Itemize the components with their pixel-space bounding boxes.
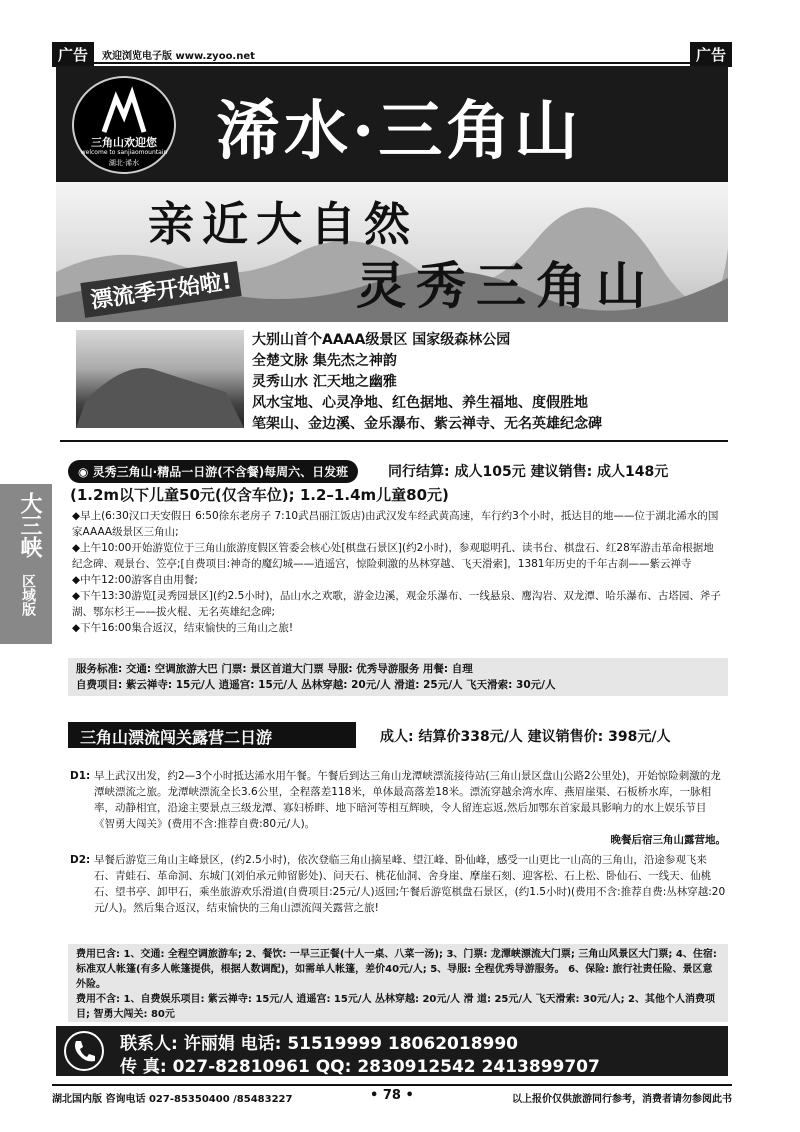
- top-bar: [52, 42, 732, 64]
- site-text[interactable]: 欢迎浏览电子版 www.zyoo.net: [102, 51, 255, 62]
- peak-icon: [76, 330, 244, 428]
- contact-line2[interactable]: 传 真: 027-82810961 QQ: 2830912542 2413899707: [120, 1057, 600, 1077]
- footer-right: 以上报价仅供旅游同行参考，消费者请勿参阅此书: [512, 1094, 732, 1105]
- itinerary-item: ◆下午16:00集合返汉，结束愉快的三角山之旅!: [72, 622, 294, 634]
- day1-end: 晚餐后宿三角山露营地。: [610, 834, 726, 846]
- service-standard: 服务标准: 交通: 空调旅游大巴 门票: 景区首道大门票 导服: 优秀导游服务 用餐: 自理: [76, 663, 473, 675]
- itinerary-item: ◆中午12:00游客自由用餐;: [72, 574, 198, 586]
- trip2-fee-box: [68, 944, 728, 1022]
- day2-text: 早餐后游览三角山主峰景区，(约2.5小时)，依次登临三角山摘星峰、望江峰、卧仙峰，感受一山更比一山高的三角山，沿途参观飞来石、青蛙石、革命洞、东城门(刘伯承元帅留影处)、问天石、桃花仙洞、舍身崖、摩崖石刻、迎客松、石上松、卧仙石、一线天、仙桃石、望书亭、卸甲石，乘坐旅游欢乐滑道(自费项目:25元/人)返回;午餐后游览棋盘石景区，(约1.5小时)(费用不含:推荐自费:丛林穿越:20元/人)。然后集合返汉，结束愉快的三角山漂流闯关露营之旅!: [94, 854, 726, 914]
- slogan-line2: 灵秀三角山: [356, 256, 656, 315]
- trip2-price: 成人: 结算价338元/人 建议销售价: 398元/人: [380, 729, 671, 745]
- logo-en: welcome to sanjiaomountain: [80, 149, 168, 156]
- trip1-service-box: [68, 658, 728, 696]
- day1-label: D1:: [70, 770, 91, 782]
- feature-item: 灵秀山水 汇天地之幽雅: [252, 374, 397, 390]
- trip1-child-price: (1.2m以下儿童50元(仅含车位); 1.2–1.4m儿童80元): [70, 486, 449, 504]
- logo: [72, 76, 176, 174]
- divider: [60, 440, 728, 442]
- sidebar-tag: [0, 484, 52, 644]
- sidebar-big: 大三峡: [17, 492, 42, 558]
- contact-line1[interactable]: 联系人: 许丽娟 电话: 51519999 18062018990: [120, 1034, 519, 1054]
- feature-list: [252, 330, 722, 435]
- page-title: 浠水·三角山: [216, 94, 583, 169]
- trip2-day1: [70, 768, 726, 848]
- day1-text: 早上武汉出发，约2—3个小时抵达浠水用午餐。午餐后到达三角山龙潭峡漂流接待站(三角山景区盘山公路2公里处)，开始惊险刺激的龙潭峡漂流之旅。龙潭峡漂流全长3.6公里，全程落差118米，单体最高落差18米。漂流穿越余湾水库、燕眉崖渠、石板桥水库，一脉相率，动静相宜，沿途主要景点三级龙潭、寡妇桥畔、地下暗河等相互辉映，令人留连忘返,然后加鄂东首家最具影响力的水上娱乐节目《智勇大闯关》(费用不含:推荐自费:80元/人)。: [94, 770, 721, 830]
- itinerary-item: ◆早上(6:30汉口天安假日 6:50徐东老房子 7:10武昌丽江饭店)由武汉发车经武黄高速，车行约3个小时，抵达目的地——位于湖北浠水的国家AAAA级景区三角山;: [72, 510, 719, 538]
- footer-left: 湖北国内版 咨询电话 027-85350400 /85483227: [52, 1094, 293, 1105]
- footer: [52, 1084, 732, 1104]
- banner: [56, 182, 728, 322]
- trip2-day2: [70, 852, 726, 916]
- contact-bar: [56, 1026, 728, 1076]
- feature-item: 风水宝地、心灵净地、红色据地、养生福地、度假胜地: [252, 395, 588, 411]
- trip1-price: 同行结算: 成人105元 建议销售: 成人148元: [388, 464, 669, 480]
- self-pay-items: 自费项目: 紫云禅寺: 15元/人 逍遥宫: 15元/人 丛林穿越: 20元/人 滑道: 25元/人 飞天滑索: 30元/人: [76, 679, 556, 691]
- slogan-line1: 亲近大自然: [148, 197, 418, 251]
- ad-tag-left: 广告: [52, 42, 94, 67]
- scenery-photo: [76, 330, 244, 428]
- logo-sub: 湖北·浠水: [108, 159, 140, 167]
- phone-icon: [64, 1031, 104, 1071]
- page-number: • 78 •: [370, 1088, 414, 1103]
- itinerary-item: ◆下午13:30游览[灵秀园景区](约2.5小时)，品山水之欢歌，游金边溪，观金乐瀑布、一线悬泉、鹰沟岩、双龙潭、哈乐瀑布、古塔园、斧子湖、鄂东杉王——拔火棍、无名英雄纪念碑;: [72, 590, 721, 618]
- ad-tag-right: 广告: [690, 42, 732, 67]
- feature-item: 大别山首个AAAA级景区 国家级森林公园: [252, 332, 511, 348]
- feature-item: 笔架山、金边溪、金乐瀑布、紫云禅寺、无名英雄纪念碑: [252, 416, 602, 432]
- logo-text: 三角山欢迎您: [91, 136, 157, 149]
- fee-included: 费用已含: 1、交通: 全程空调旅游车; 2、餐饮: 一早三正餐(十人一桌、八菜一汤); 3、门票: 龙潭峡漂流大门票; 三角山风景区大门票; 4、住宿: 标准双人帐篷(有多人帐篷提供，根据人数调配)，如需单人帐篷，差价40元/人; 5、导服: 全程优秀导游服务。 6、保险: 旅行社责任险、景区意外险。: [76, 949, 717, 990]
- sidebar-small: 区域版: [20, 574, 36, 616]
- day2-label: D2:: [70, 854, 91, 866]
- fee-excluded: 费用不含: 1、自费娱乐项目: 紫云禅寺: 15元/人 逍遥宫: 15元/人 丛林穿越: 20元/人 滑 道: 25元/人 飞天滑索: 30元/人; 2、其他个人消费项目; 智勇大闯关: 80元: [76, 994, 716, 1020]
- trip2-title: 三角山漂流闯关露营二日游: [68, 722, 356, 748]
- feature-item: 全楚文脉 集先杰之神韵: [252, 353, 397, 369]
- trip1-pill: ◉ 灵秀三角山·精品一日游(不含餐)每周六、日发班: [68, 460, 358, 483]
- header: [56, 66, 728, 182]
- trip1-itinerary: [72, 508, 722, 636]
- promo-text: 漂流季开始啦!: [80, 261, 241, 318]
- itinerary-item: ◆上午10:00开始游览位于三角山旅游度假区管委会核心处[棋盘石景区](约2小时)，参观聪明孔、读书台、棋盘石、红28军游击革命根据地纪念碑、观景台、笠亭;[自费项目:神奇的魔幻城——逍遥宫，惊险刺激的丛林穿越、飞天滑索]，1381年历史的千年古刹——紫云禅寺: [72, 542, 714, 570]
- mountain-icon: [74, 86, 174, 136]
